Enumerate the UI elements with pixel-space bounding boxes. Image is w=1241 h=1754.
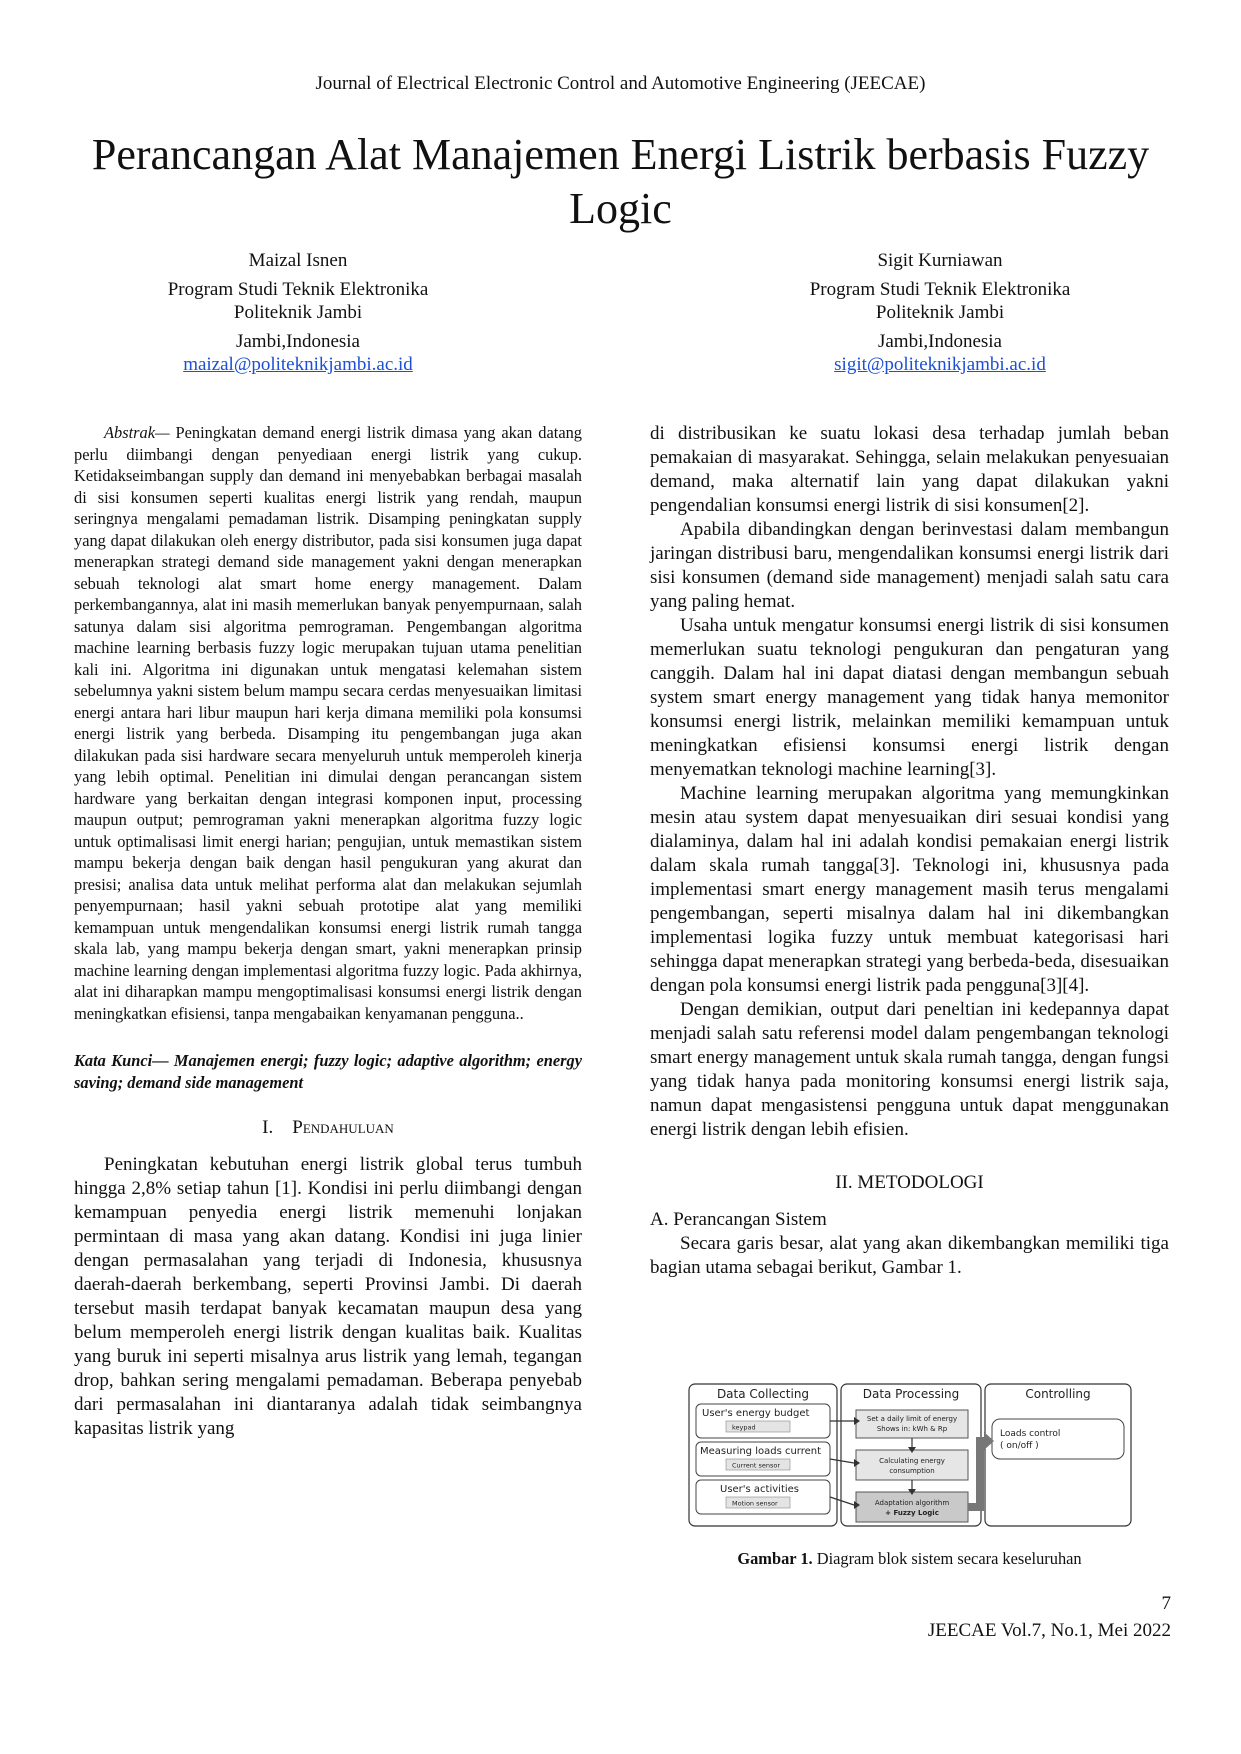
adaptation-to-control-arrow — [968, 1432, 994, 1507]
page-number: 7 — [1161, 1593, 1171, 1614]
section-title: Pendahuluan — [292, 1117, 394, 1138]
paper-title: Perancangan Alat Manajemen Energi Listrik berbasis Fuzzy Logic — [91, 130, 1150, 233]
control-item — [992, 1419, 1124, 1459]
abstract-text: Peningkatan demand energi listrik dimasa yang akan datang perlu diimbangi dengan penyediaan energi listrik yang cukup. Ketidakseimbangan supply dan demand ini menyebabkan berbagai masalah di sisi konsumen seperti kualitas energi listrik yang rendah, maupun seringnya mengalami pemadaman listrik. Disamping peningkatan supply yang dapat dilakukan oleh energy distributor, pada sisi konsumen juga dapat menerapkan strategi demand side management yakni dengan menerapkan sebuah teknologi alat smart home energy management. Dalam perkembangannya, alat ini masih memerlukan banyak penyempurnaan, salah satunya dalam sisi algoritma pemrograman. Pengembangan algoritma machine learning berbasis fuzzy logic merupakan tujuan utama penelitian kali ini. Algoritma ini digunakan untuk mengatasi kelemahan sistem sebelumnya yakni sistem belum mampu secara cerdas menyesuaikan limitasi energi antara hari libur maupun hari kerja dimana memiliki pola konsumsi energi listrik yang berbeda. Disamping itu pengembangan juga akan dilakukan pada sisi hardware secara menyeluruh untuk memperoleh kinerja yang lebih optimal. Penelitian ini dimulai dengan perancangan sistem hardware yang berkaitan dengan integrasi komponen input, processing maupun output; pemrograman yakni menerapkan algoritma fuzzy logic untuk optimalisasi limit energi harian; pengujian, untuk memastikan sistem mampu bekerja dengan baik dengan hasil pengukuran yang akurat dan presisi; analisa data untuk melihat performa alat dan melakukan sejumlah penyempurnaan; hasil yakni sebuah prototipe alat yang memiliki kemampuan untuk mengendalikan konsumsi energi listrik rumah tangga skala lab, yang mampu bekerja dengan smart, yakni menerapkan prinsip machine learning dengan implementasi algoritma fuzzy logic. Pada akhirnya, alat ini diharapkan mampu mengoptimalisasi konsumsi energi listrik dengan meningkatkan efisiensi, tanpa mengabaikan kenyamanan pengguna.. — [74, 423, 582, 1023]
right-column — [650, 422, 1169, 1280]
collect-item-1 — [696, 1404, 830, 1438]
keywords: Kata Kunci— Manajemen energi; fuzzy logic; adaptive algorithm; energy saving; demand side management — [74, 1051, 582, 1092]
svg-text:( on/off ): ( on/off ) — [1000, 1441, 1039, 1451]
author-email-link[interactable]: maizal@politeknikjambi.ac.id — [183, 354, 413, 375]
body-paragraph: Machine learning merupakan algoritma yang memungkinkan mesin atau system dapat menyesuaikan diri sesuai kondisi yang dialaminya, dalam hal ini adalah kondisi pemakaian energi listrik dalam skala rumah tangga[3]. Teknologi ini, khususnya pada implementasi smart energy management masih terus mengalami pengembangan, seperti misalnya dalam hal ini dikembangkan implementasi logika fuzzy untuk membuat kategorisasi hari sehingga dapat menerapkan strategi yang berbeda-beda, disesuaikan dengan pola konsumsi energi listrik pada pengguna[3][4]. — [650, 783, 1169, 996]
author-block-2 — [680, 249, 1200, 376]
panel-title: Controlling — [1025, 1387, 1091, 1401]
body-paragraph: di distribusikan ke suatu lokasi desa terhadap jumlah beban pemakaian di masyarakat. Sehingga, selain melakukan penyesuaian demand, maka alternatif lain yang dapat dilakukan yakni pengendalian konsumsi energi listrik di sisi konsumen[2]. — [650, 423, 1169, 516]
svg-text:Shows in: kWh & Rp: Shows in: kWh & Rp — [876, 1425, 948, 1433]
subsection-heading: A. Perancangan Sistem — [650, 1209, 827, 1230]
abstract — [74, 422, 582, 1024]
panel-title: Data Processing — [862, 1387, 960, 1401]
svg-text:Set a daily limit of energy: Set a daily limit of energy — [866, 1415, 958, 1423]
section-number: I. — [262, 1117, 274, 1138]
footer-citation: JEECAE Vol.7, No.1, Mei 2022 — [927, 1620, 1171, 1641]
author-email-link[interactable]: sigit@politeknikjambi.ac.id — [834, 354, 1046, 375]
author-department: Program Studi Teknik Elektronika — [809, 279, 1071, 300]
block-diagram-figure — [688, 1383, 1134, 1527]
author-city: Jambi,Indonesia — [235, 331, 360, 352]
panel-title: Data Collecting — [716, 1387, 810, 1401]
collect-sub: Motion sensor — [732, 1499, 778, 1508]
process-item-1 — [856, 1410, 968, 1438]
figure-caption — [650, 1549, 1169, 1569]
abstract-label: Abstrak— — [104, 423, 170, 442]
body-paragraph: Usaha untuk mengatur konsumsi energi listrik di sisi konsumen memerlukan suatu teknologi pengukuran dan pengaturan yang canggih. Dalam hal ini dapat diatasi dengan membangun sebuah system smart energy management yang tidak hanya memonitor konsumsi energi listrik, melainkan memiliki kemampuan untuk meningkatkan efisiensi konsumsi energi listrik dengan menyematkan teknologi machine learning[3]. — [650, 615, 1169, 780]
section-heading-2: II. METODOLOGI — [835, 1172, 984, 1193]
body-paragraph: Apabila dibandingkan dengan berinvestasi dalam membangun jaringan distribusi baru, mengendalikan konsumsi energi listrik dari sisi konsumen (demand side management) menjadi salah satu cara yang paling hemat. — [650, 519, 1169, 612]
svg-text:+ Fuzzy Logic: + Fuzzy Logic — [885, 1509, 939, 1517]
author-department: Program Studi Teknik Elektronika — [167, 279, 429, 300]
section-heading-1 — [74, 1117, 582, 1139]
collect-item-2 — [696, 1442, 830, 1476]
collect-item-3 — [696, 1480, 830, 1514]
collect-label: Measuring loads current — [700, 1446, 822, 1457]
body-paragraph: Secara garis besar, alat yang akan dikembangkan memiliki tiga bagian utama sebagai berikut, Gambar 1. — [650, 1233, 1169, 1278]
process-item-2 — [856, 1450, 968, 1480]
process-item-3 — [856, 1492, 968, 1522]
svg-text:Loads control: Loads control — [1000, 1429, 1061, 1439]
author-block-1 — [38, 249, 558, 376]
author-city: Jambi,Indonesia — [877, 331, 1002, 352]
author-name: Maizal Isnen — [248, 250, 348, 271]
collect-sub: Current sensor — [732, 1461, 781, 1470]
author-name: Sigit Kurniawan — [877, 250, 1003, 271]
caption-label: Gambar 1. — [737, 1549, 813, 1568]
journal-header: Journal of Electrical Electronic Control and Automotive Engineering (JEECAE) — [315, 73, 926, 94]
body-paragraph: Dengan demikian, output dari peneltian ini kedepannya dapat menjadi salah satu referensi model dalam pengembangan teknologi smart energy management untuk skala rumah tangga, dengan fungsi yang tidak hanya pada monitoring konsumsi energi listrik saja, namun dapat mengasistensi pengguna untuk dapat menggunakan energi listrik dengan lebih efisien. — [650, 999, 1169, 1140]
author-institution: Politeknik Jambi — [233, 302, 363, 323]
collect-label: User's activities — [720, 1484, 800, 1495]
body-paragraph: Peningkatan kebutuhan energi listrik global terus tumbuh hingga 2,8% setiap tahun [1]. Kondisi ini perlu diimbangi dengan kemampuan penyedia energi listrik memenuhi lonjakan permintaan di masa yang akan datang. Kondisi ini juga linier dengan permasalahan yang terjadi di Indonesia, khususnya daerah-daerah berkembang, seperti Provinsi Jambi. Di daerah tersebut masih terdapat banyak kecamatan maupun desa yang belum memperoleh energi listrik dengan kualitas baik. Kualitas yang buruk ini seperti misalnya arus listrik yang lemah, tegangan drop, bahkan sering mengalami pemadaman. Beberapa penyebab dari permasalahan ini diantaranya adalah tidak seimbangnya kapasitas listrik yang — [74, 1154, 582, 1439]
svg-text:Calculating energy: Calculating energy — [879, 1457, 945, 1465]
left-column — [74, 422, 582, 1441]
collect-label: User's energy budget — [702, 1408, 810, 1419]
author-institution: Politeknik Jambi — [875, 302, 1005, 323]
caption-text: Diagram blok sistem secara keseluruhan — [812, 1549, 1082, 1568]
svg-text:Adaptation algorithm: Adaptation algorithm — [874, 1499, 950, 1507]
collect-sub: keypad — [732, 1423, 756, 1432]
svg-text:consumption: consumption — [889, 1467, 935, 1475]
